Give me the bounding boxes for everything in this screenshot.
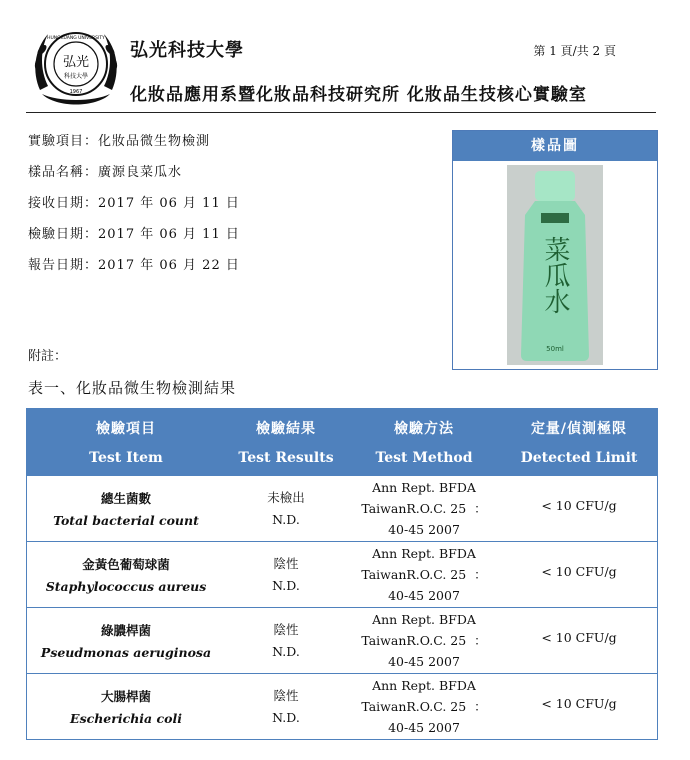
table-caption: 表一、化妝品微生物檢測結果 <box>28 379 237 397</box>
cell-method <box>347 476 501 541</box>
logo-sub-text: 科技大學 <box>63 73 89 80</box>
method-line: TaiwanR.O.C. 25 ： <box>361 633 487 648</box>
info-value: 2017 年 06 月 11 日 <box>98 227 240 242</box>
cell-result <box>225 608 347 673</box>
item-en: Escherichia coli <box>70 711 182 726</box>
header-test-method <box>347 409 501 475</box>
result-zh: 未檢出 <box>267 489 305 505</box>
limit-value: < 10 CFU/g <box>541 696 617 711</box>
cell-test-item <box>27 476 225 541</box>
cell-limit <box>501 476 657 541</box>
item-en: Pseudmonas aeruginosa <box>40 645 212 660</box>
method-line: Ann Rept. BFDA <box>372 546 476 561</box>
info-label: 報告日期： <box>28 258 99 273</box>
table-row <box>27 673 657 739</box>
cell-method <box>347 542 501 607</box>
cell-test-item <box>27 674 225 739</box>
method-line: Ann Rept. BFDA <box>372 678 476 693</box>
info-label: 實驗項目： <box>28 134 99 149</box>
note-label: 附註： <box>28 349 68 364</box>
logo-year: 1967 <box>69 89 83 95</box>
table-row <box>27 475 657 541</box>
item-zh: 總生菌數 <box>100 491 151 506</box>
sample-bottle-image <box>507 165 603 365</box>
limit-value: < 10 CFU/g <box>541 564 617 579</box>
lab-name: 化妝品應用系暨化妝品科技研究所 化妝品生技核心實驗室 <box>130 85 587 105</box>
info-value: 廣源良菜瓜水 <box>98 165 183 180</box>
result-en: N.D. <box>272 511 300 527</box>
cell-method <box>347 608 501 673</box>
result-zh: 陰性 <box>273 687 299 703</box>
info-received-date <box>28 192 240 211</box>
info-value: 2017 年 06 月 22 日 <box>98 258 240 273</box>
info-label: 樣品名稱： <box>28 165 99 180</box>
result-en: N.D. <box>272 643 300 659</box>
item-en: Staphylococcus aureus <box>45 579 207 594</box>
info-sample-name <box>28 161 182 180</box>
header-zh: 檢驗項目 <box>96 421 156 437</box>
info-label: 檢驗日期： <box>28 227 99 242</box>
header-detected-limit <box>501 409 657 475</box>
university-logo <box>30 20 122 112</box>
university-name: 弘光科技大學 <box>130 40 244 61</box>
header-test-results <box>225 409 347 475</box>
header-test-item <box>27 409 225 475</box>
item-zh: 金黃色葡萄球菌 <box>82 557 170 572</box>
cell-limit <box>501 608 657 673</box>
header-en: Test Item <box>89 450 163 466</box>
method-line: Ann Rept. BFDA <box>372 612 476 627</box>
result-en: N.D. <box>272 709 300 725</box>
sample-image-panel <box>452 130 658 370</box>
method-line: 40-45 2007 <box>388 720 460 735</box>
header-divider <box>26 112 656 113</box>
cell-test-item <box>27 608 225 673</box>
item-en: Total bacterial count <box>53 513 199 528</box>
table-row <box>27 541 657 607</box>
method-line: 40-45 2007 <box>388 588 460 603</box>
sample-image-title: 樣品圖 <box>453 131 657 161</box>
method-line: 40-45 2007 <box>388 654 460 669</box>
bottle-volume: 50ml <box>546 345 564 353</box>
header-zh: 檢驗結果 <box>256 421 316 437</box>
cell-limit <box>501 542 657 607</box>
bottle-label-text: 菜瓜水 <box>540 236 570 314</box>
table-header <box>27 409 657 475</box>
item-zh: 綠膿桿菌 <box>100 623 151 638</box>
logo-ring-text: HUNGKUANG UNIVERSITY <box>47 36 105 41</box>
item-zh: 大腸桿菌 <box>100 689 151 704</box>
result-en: N.D. <box>272 577 300 593</box>
info-label: 接收日期： <box>28 196 99 211</box>
method-line: TaiwanR.O.C. 25 ： <box>361 699 487 714</box>
method-line: TaiwanR.O.C. 25 ： <box>361 501 487 516</box>
cell-method <box>347 674 501 739</box>
header-en: Detected Limit <box>520 450 638 466</box>
info-test-date <box>28 223 240 242</box>
method-line: 40-45 2007 <box>388 522 460 537</box>
page-number: 第 1 頁/共 2 頁 <box>533 44 616 58</box>
method-line: TaiwanR.O.C. 25 ： <box>361 567 487 582</box>
info-value: 2017 年 06 月 11 日 <box>98 196 240 211</box>
cell-result <box>225 674 347 739</box>
info-value: 化妝品微生物檢測 <box>98 134 211 149</box>
logo-center-text: 弘光 <box>62 55 90 70</box>
cell-result <box>225 542 347 607</box>
cell-limit <box>501 674 657 739</box>
info-test-item <box>28 130 210 149</box>
header-zh: 檢驗方法 <box>394 421 454 437</box>
header-zh: 定量/偵測極限 <box>530 421 628 437</box>
limit-value: < 10 CFU/g <box>541 498 617 513</box>
info-report-date <box>28 254 240 273</box>
cell-test-item <box>27 542 225 607</box>
results-table <box>26 408 658 740</box>
method-line: Ann Rept. BFDA <box>372 480 476 495</box>
header-en: Test Method <box>375 450 473 466</box>
result-zh: 陰性 <box>273 555 299 571</box>
cell-result <box>225 476 347 541</box>
header-en: Test Results <box>238 450 334 466</box>
table-row <box>27 607 657 673</box>
limit-value: < 10 CFU/g <box>541 630 617 645</box>
result-zh: 陰性 <box>273 621 299 637</box>
